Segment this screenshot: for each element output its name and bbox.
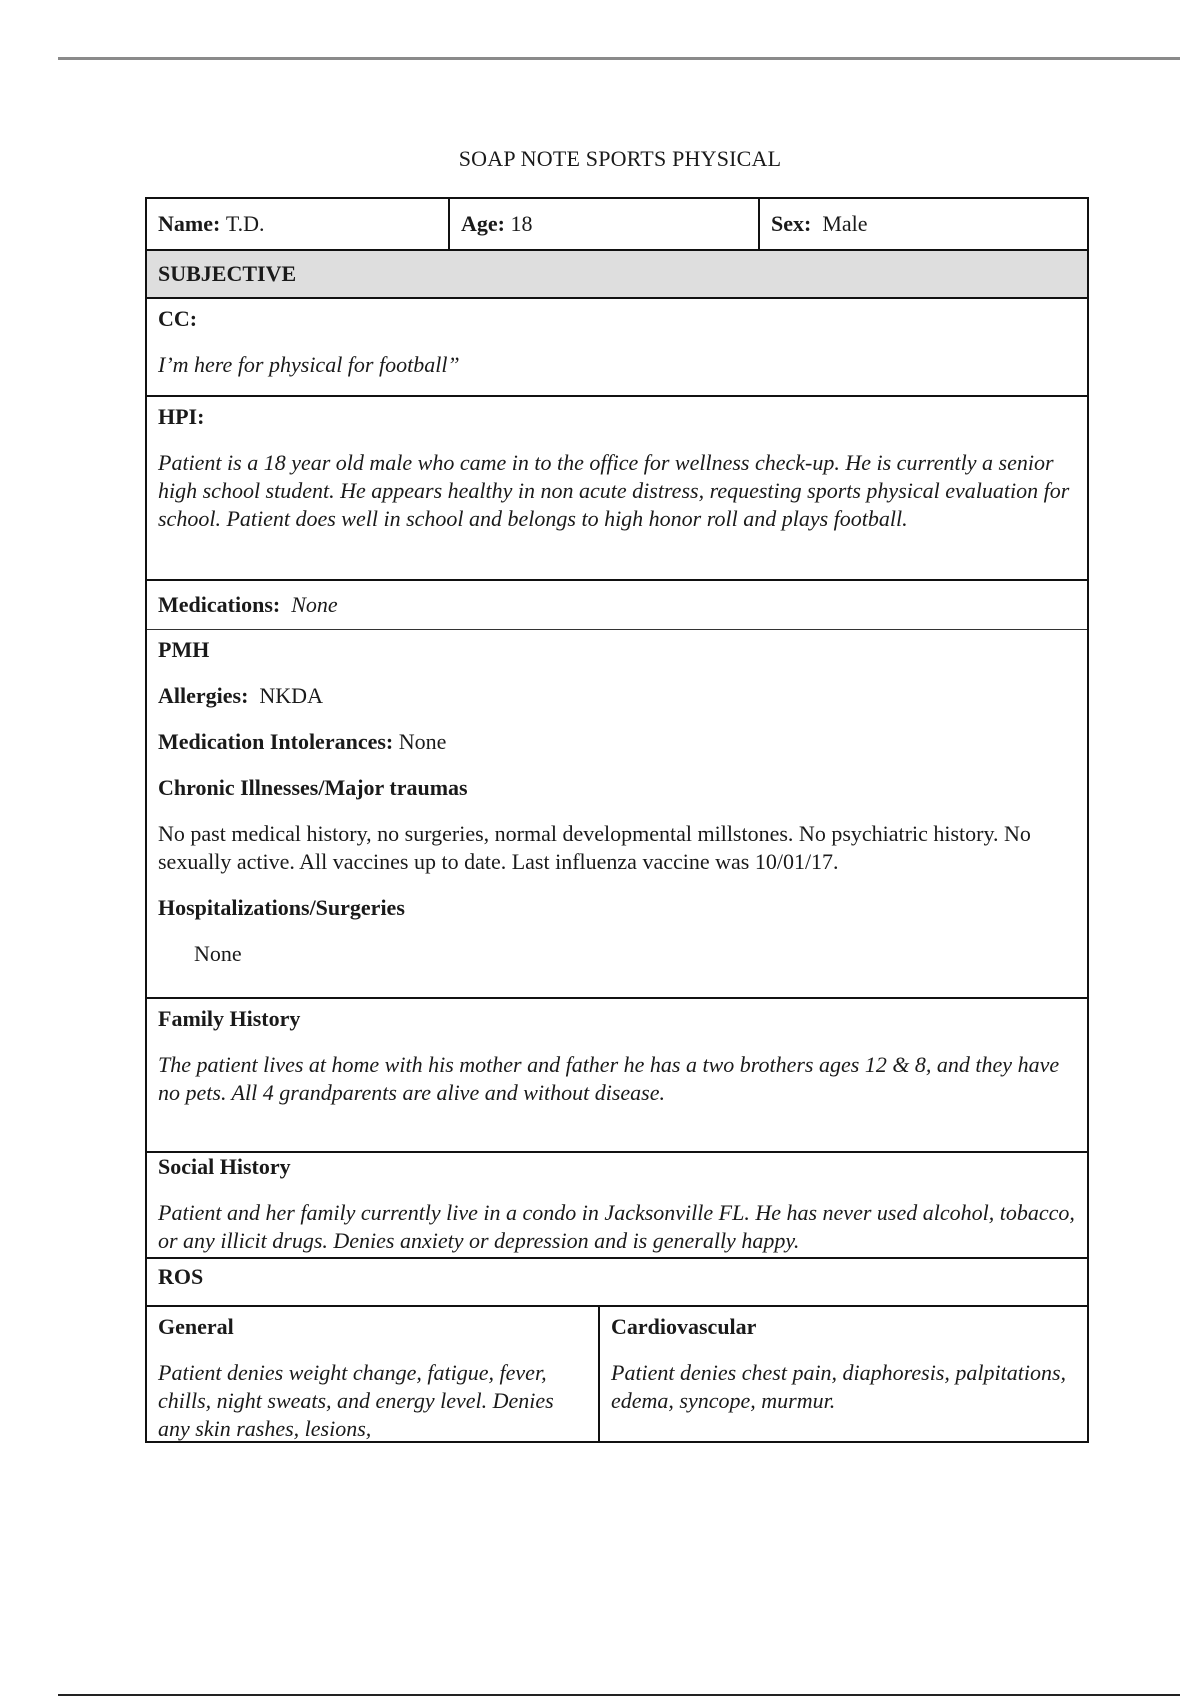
bottom-rule [58, 1694, 1180, 1696]
hospitalizations-heading: Hospitalizations/Surgeries [158, 895, 405, 920]
chief-complaint-section [147, 299, 1087, 397]
hpi-text: Patient is a 18 year old male who came in to the office for wellness check-up. He is currently a senior high school student. He appears healthy in non acute distress, requesting sports physical evaluation for school. Patient does well in school and belongs to high honor roll and plays football. [158, 450, 1070, 531]
ros-general-cell [147, 1307, 600, 1441]
patient-id-row [147, 199, 1087, 251]
allergies-value: NKDA [259, 683, 323, 708]
age-cell [450, 199, 760, 249]
intolerances-label: Medication Intolerances: [158, 729, 394, 754]
intolerances-value: None [398, 729, 447, 754]
top-rule [58, 57, 1180, 60]
document-title: SOAP NOTE SPORTS PHYSICAL [458, 146, 782, 171]
pmh-heading: PMH [158, 637, 210, 662]
ros-cardiovascular-cell [600, 1307, 1087, 1441]
sex-value: Male [822, 211, 868, 236]
age-value: 18 [510, 211, 533, 236]
medications-label: Medications: [158, 592, 281, 617]
chronic-heading: Chronic Illnesses/Major traumas [158, 775, 468, 800]
ros-general-heading: General [158, 1314, 234, 1339]
subjective-heading: SUBJECTIVE [147, 251, 1087, 299]
name-value: T.D. [225, 211, 265, 236]
hpi-label: HPI: [158, 404, 205, 429]
cc-text: I’m here for physical for football” [158, 352, 460, 377]
allergies-label: Allergies: [158, 683, 249, 708]
name-label: Name: [158, 211, 221, 236]
allergies-line [158, 682, 1076, 710]
hpi-section [147, 397, 1087, 581]
sex-label: Sex: [771, 211, 812, 236]
social-history-heading: Social History [158, 1154, 291, 1179]
ros-general-text: Patient denies weight change, fatigue, fever, chills, night sweats, and energy level. Denies any skin rashes, lesions, [158, 1360, 554, 1441]
family-history-section [147, 999, 1087, 1153]
family-history-text: The patient lives at home with his mother and father he has a two brothers ages 12 & 8, and they have no pets. All 4 grandparents are alive and without disease. [158, 1052, 1060, 1105]
hospitalizations-value: None [194, 941, 242, 966]
social-history-section [147, 1153, 1087, 1259]
age-label: Age: [461, 211, 505, 236]
family-history-heading: Family History [158, 1006, 301, 1031]
pmh-section [147, 630, 1087, 999]
medications-value: None [291, 592, 338, 617]
ros-cardiovascular-heading: Cardiovascular [611, 1314, 757, 1339]
ros-heading: ROS [147, 1259, 1087, 1307]
ros-cardiovascular-text: Patient denies chest pain, diaphoresis, palpitations, edema, syncope, murmur. [611, 1360, 1067, 1413]
sex-cell [760, 199, 1087, 249]
medications-row [147, 581, 1087, 630]
chronic-text: No past medical history, no surgeries, normal developmental millstones. No psychiatric history. No sexually active. All vaccines up to date. Last influenza vaccine was 10/01/17. [158, 821, 1031, 874]
name-cell [147, 199, 450, 249]
intolerances-line [158, 728, 1076, 756]
ros-columns [147, 1307, 1087, 1441]
soap-form-table [145, 197, 1089, 1443]
social-history-text: Patient and her family currently live in a condo in Jacksonville FL. He has never used alcohol, tobacco, or any illicit drugs. Denies anxiety or depression and is generally happy. [158, 1200, 1075, 1253]
cc-label: CC: [158, 306, 198, 331]
